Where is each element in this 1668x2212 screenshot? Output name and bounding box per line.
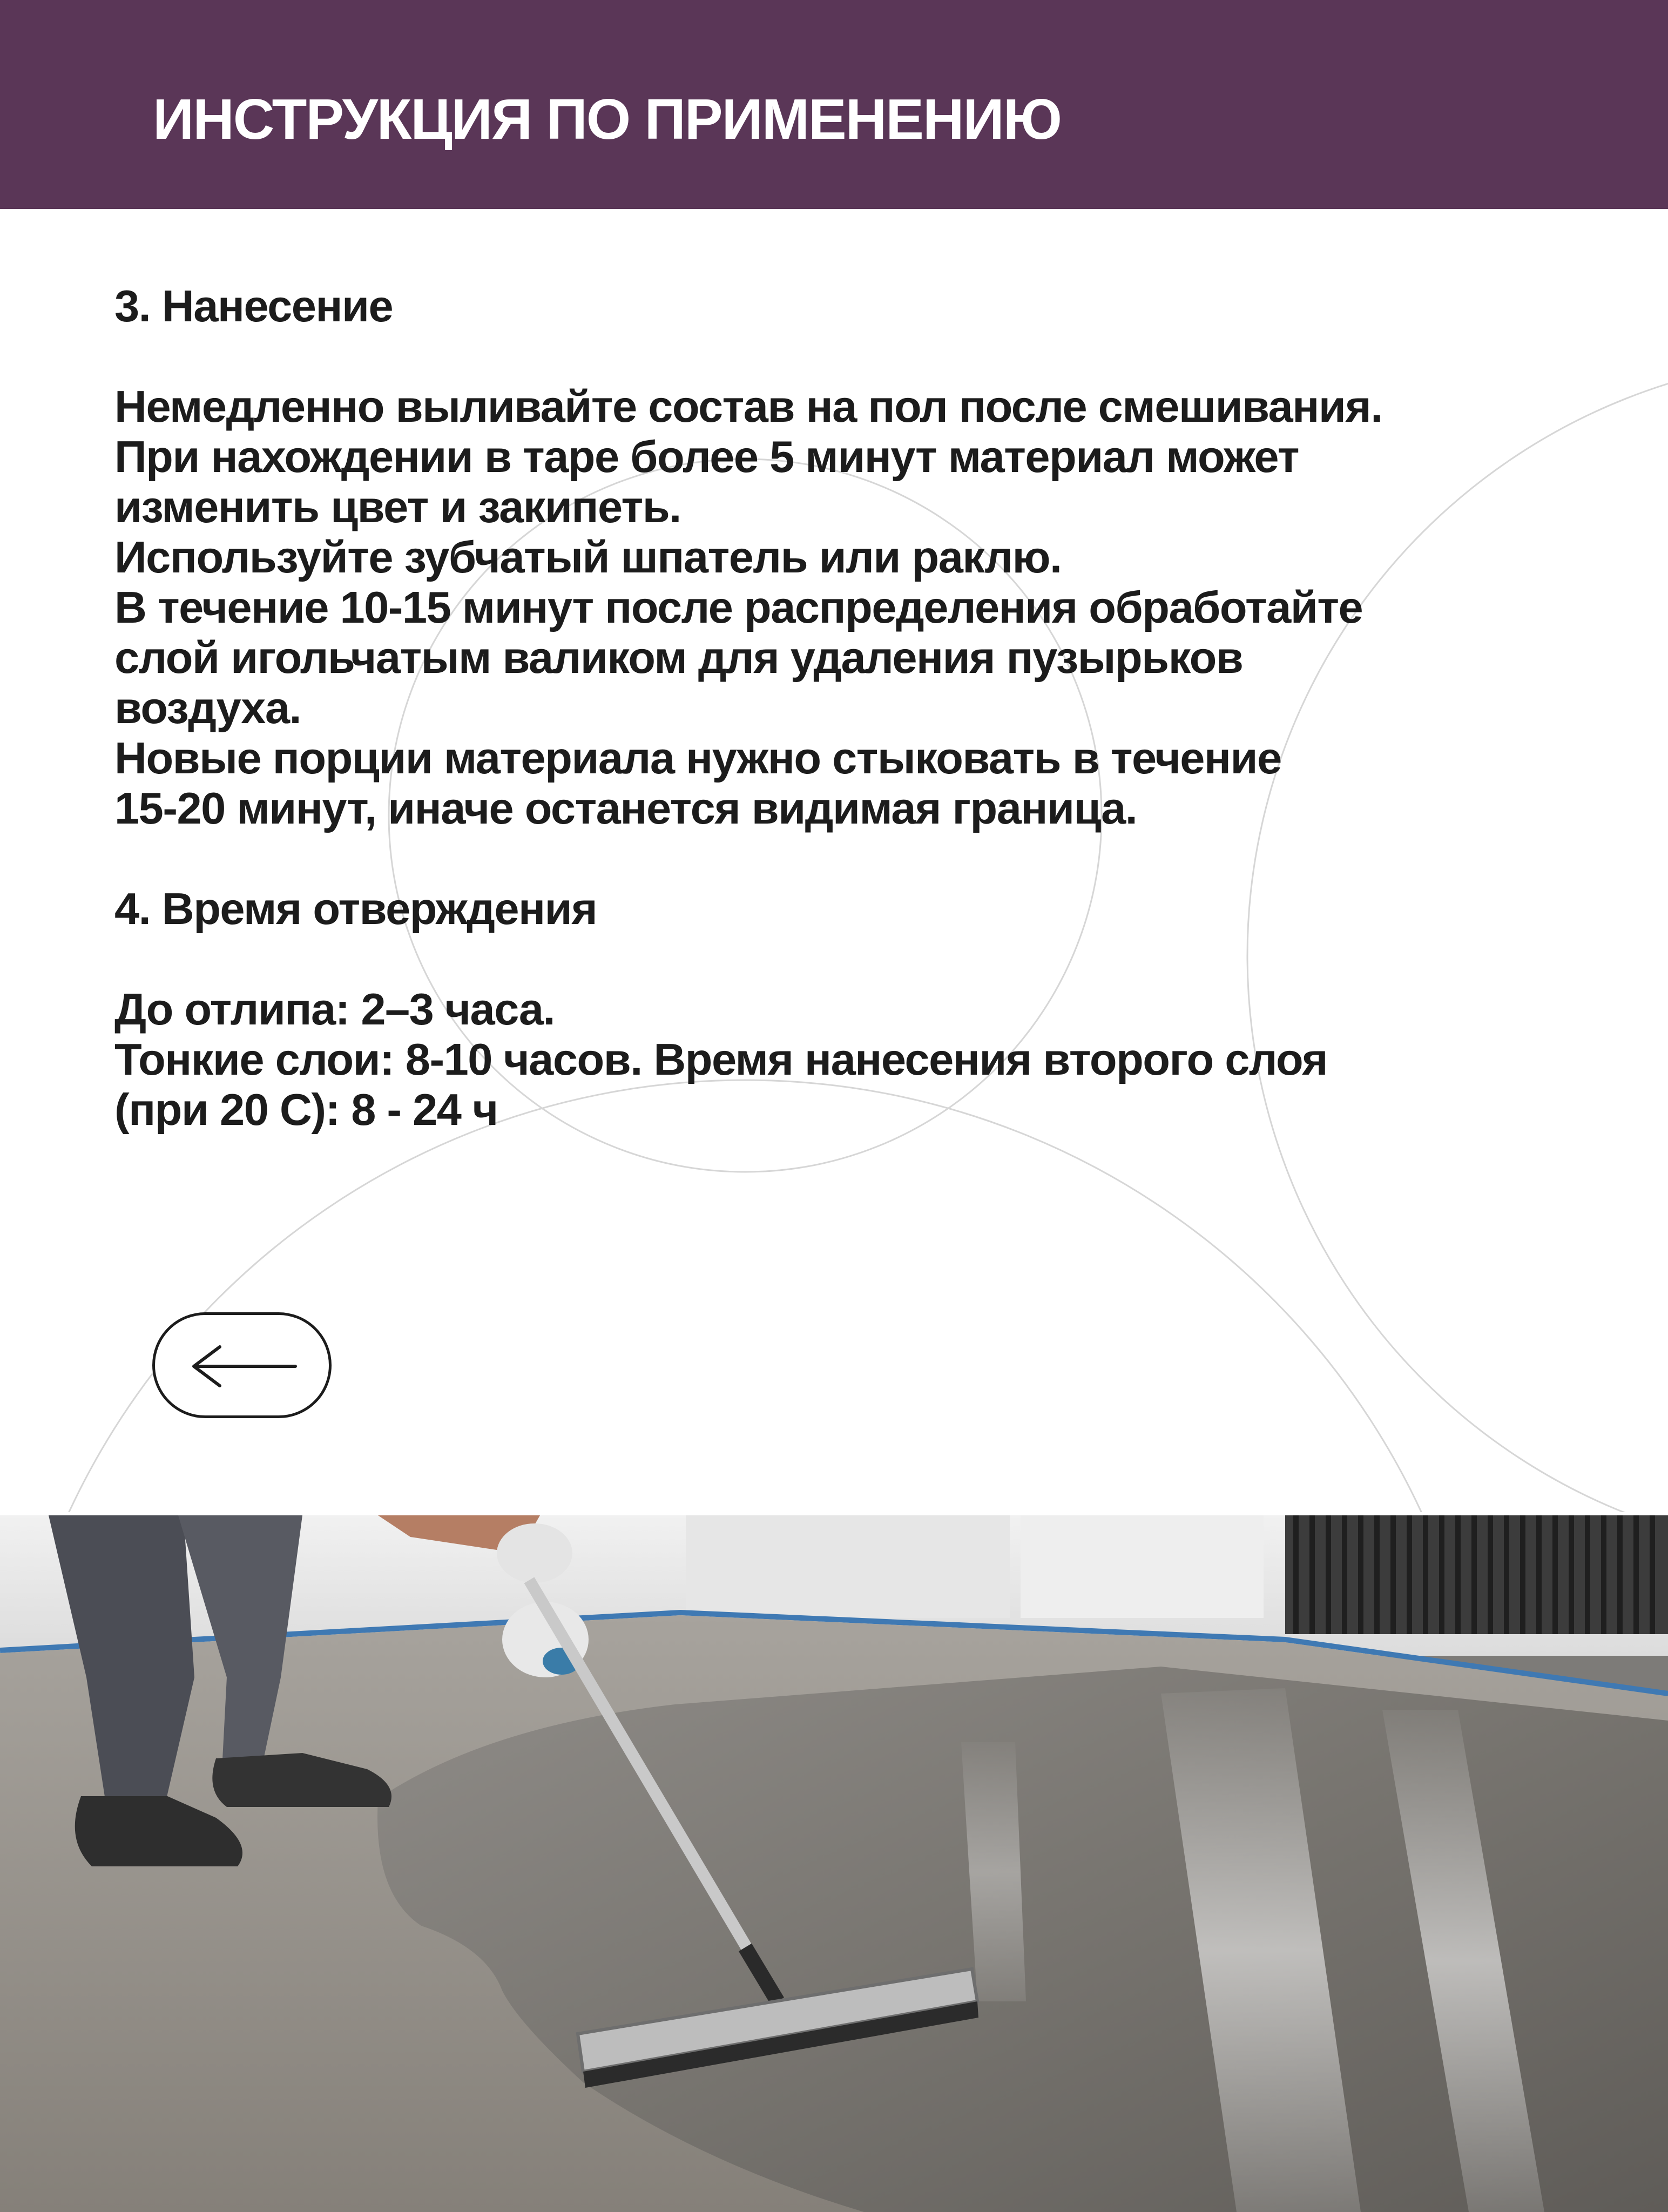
text-line: воздуха. — [114, 683, 301, 733]
text-line: изменить цвет и закипеть. — [114, 482, 681, 532]
wall-column — [1021, 1515, 1264, 1618]
section-heading-curing: 4. Время отверждения — [114, 884, 597, 934]
arrow-left-icon — [187, 1345, 301, 1388]
text-line: До отлипа: 2–3 часа. — [114, 984, 555, 1034]
text-line: слой игольчатым валиком для удаления пузырьков — [114, 632, 1243, 683]
instruction-text — [114, 281, 1572, 1135]
text-line: 15-20 минут, иначе останется видимая граница. — [114, 783, 1137, 833]
header-bar — [0, 0, 1668, 209]
radiator — [1285, 1515, 1668, 1634]
back-button[interactable] — [152, 1312, 332, 1418]
photo-illustration — [0, 1515, 1668, 2212]
text-line: Тонкие слои: 8-10 часов. Время нанесения второго слоя — [114, 1034, 1328, 1084]
text-line: При нахождении в таре более 5 минут материал может — [114, 431, 1299, 482]
text-line: (при 20 С): 8 - 24 ч — [114, 1084, 498, 1135]
wall-column — [686, 1515, 1010, 1618]
text-line: Используйте зубчатый шпатель или раклю. — [114, 532, 1062, 582]
text-line: Немедленно выливайте состав на пол после смешивания. — [114, 381, 1382, 431]
text-line: В течение 10-15 минут после распределения обработайте — [114, 582, 1363, 632]
decor-circle-left — [0, 1080, 1490, 1512]
page-title: ИНСТРУКЦИЯ ПО ПРИМЕНЕНИЮ — [153, 87, 1062, 151]
section-heading-application: 3. Нанесение — [114, 281, 393, 331]
text-line: Новые порции материала нужно стыковать в течение — [114, 733, 1281, 783]
floor-application-photo — [0, 1515, 1668, 2212]
